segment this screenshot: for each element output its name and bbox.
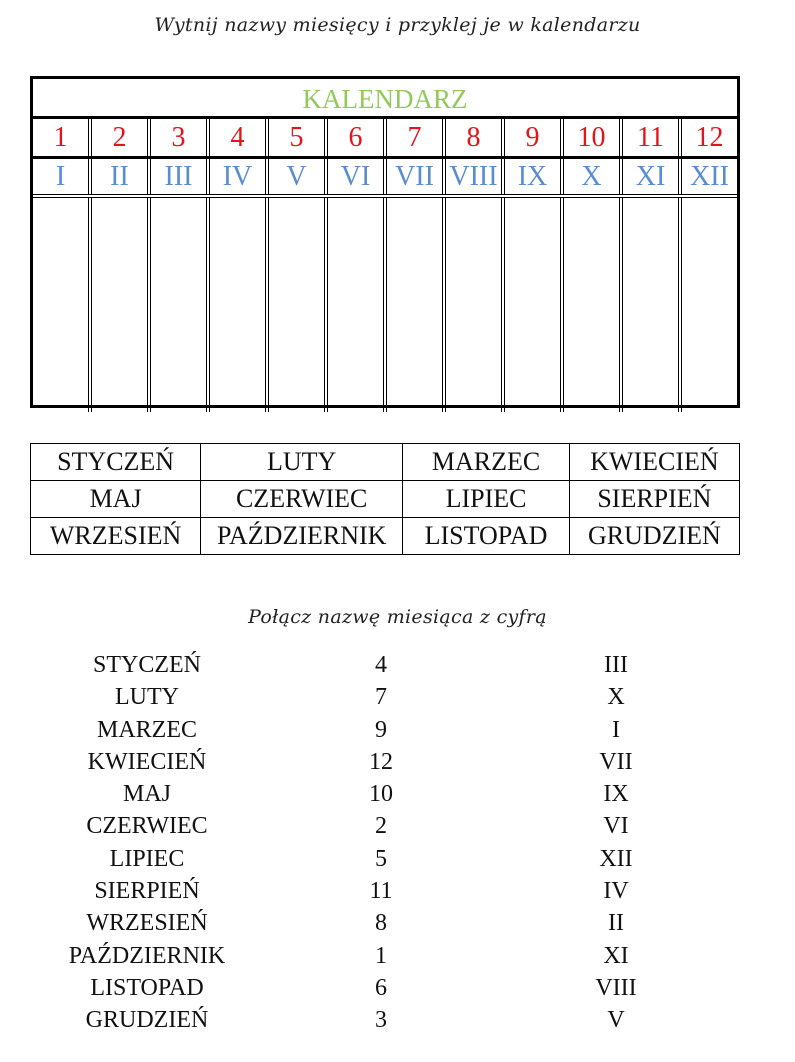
month-name-cell[interactable]: MAJ (31, 481, 201, 518)
month-roman: X (564, 159, 623, 194)
paste-area-row (33, 198, 737, 412)
matching-row (0, 649, 795, 681)
match-roman[interactable]: XII (599, 845, 633, 872)
match-roman[interactable]: IX (603, 781, 629, 808)
month-number: 12 (695, 122, 724, 153)
match-roman[interactable]: XI (603, 942, 629, 969)
month-paste-cell[interactable] (446, 198, 505, 412)
month-number-row (33, 119, 737, 159)
match-month-name[interactable]: LUTY (115, 684, 179, 711)
month-name-cell[interactable]: CZERWIEC (201, 481, 403, 518)
month-number: 11 (623, 119, 682, 156)
match-month-name[interactable]: LISTOPAD (90, 974, 204, 1001)
names-row (31, 481, 740, 518)
matching-row (0, 714, 795, 746)
month-roman: IX (505, 159, 564, 194)
match-month-name[interactable]: STYCZEŃ (93, 652, 201, 678)
month-paste-cell[interactable] (623, 198, 682, 412)
match-roman[interactable]: II (608, 910, 624, 937)
month-name-cell[interactable]: LIPIEC (403, 481, 570, 518)
month-paste-cell[interactable] (387, 198, 446, 412)
matching-row (0, 907, 795, 939)
calendar-title: KALENDARZ (33, 79, 737, 119)
month-number: 6 (328, 119, 387, 156)
match-month-name[interactable]: CZERWIEC (86, 813, 208, 840)
month-name-cell[interactable]: MARZEC (403, 444, 570, 481)
match-number[interactable]: 1 (375, 942, 387, 969)
month-roman: VIII (446, 159, 505, 194)
calendar-table (30, 76, 740, 408)
matching-row (0, 972, 795, 1004)
match-number[interactable]: 5 (375, 845, 387, 872)
month-number: 4 (210, 119, 269, 156)
match-month-name[interactable]: SIERPIEŃ (94, 878, 200, 905)
matching-row (0, 778, 795, 810)
month-paste-cell[interactable] (328, 198, 387, 412)
match-number[interactable]: 3 (375, 1007, 387, 1034)
month-number: 10 (564, 119, 623, 156)
match-roman[interactable]: IV (603, 878, 629, 905)
month-name-cell[interactable]: SIERPIEŃ (569, 481, 739, 518)
month-name-cell[interactable]: LUTY (201, 444, 403, 481)
month-number: 7 (387, 119, 446, 156)
month-roman: XI (623, 159, 682, 194)
month-paste-cell[interactable] (92, 198, 151, 412)
month-paste-cell[interactable] (210, 198, 269, 412)
month-name-cell[interactable]: LISTOPAD (403, 518, 570, 555)
month-name-cell[interactable]: WRZESIEŃ (31, 518, 201, 555)
month-paste-cell[interactable] (505, 198, 564, 412)
matching-row (0, 1004, 795, 1036)
month-paste-cell[interactable] (682, 198, 737, 412)
month-name-cell[interactable]: STYCZEŃ (31, 444, 201, 481)
match-number[interactable]: 2 (375, 813, 387, 840)
match-number[interactable]: 8 (375, 910, 387, 937)
match-number[interactable]: 7 (375, 684, 387, 711)
month-name-cell[interactable]: PAŹDZIERNIK (201, 518, 403, 555)
month-number: 9 (505, 119, 564, 156)
match-number[interactable]: 11 (369, 878, 393, 905)
month-roman: VI (328, 159, 387, 194)
month-roman: XII (690, 161, 729, 192)
match-month-name[interactable]: MARZEC (96, 716, 198, 743)
match-roman[interactable]: VI (603, 813, 629, 840)
matching-row (0, 681, 795, 713)
month-number: 3 (151, 119, 210, 156)
month-paste-cell[interactable] (151, 198, 210, 412)
match-roman[interactable]: III (604, 652, 628, 678)
matching-row (0, 940, 795, 972)
match-roman[interactable]: VIII (595, 974, 637, 1001)
match-month-name[interactable]: KWIECIEŃ (87, 748, 207, 775)
month-number: 8 (446, 119, 505, 156)
match-month-name[interactable]: GRUDZIEŃ (85, 1007, 209, 1034)
instruction-match: Połącz nazwę miesiąca z cyfrą (248, 606, 547, 628)
match-number[interactable]: 12 (369, 748, 393, 775)
match-number[interactable]: 9 (375, 716, 387, 743)
match-roman[interactable]: I (612, 716, 620, 743)
month-roman: III (151, 159, 210, 194)
month-roman: II (92, 159, 151, 194)
month-roman: I (33, 159, 92, 194)
month-paste-cell[interactable] (33, 198, 92, 412)
month-name-cell[interactable]: KWIECIEŃ (569, 444, 739, 481)
match-number[interactable]: 6 (375, 974, 387, 1001)
match-month-name[interactable]: PAŹDZIERNIK (68, 942, 226, 969)
month-names-table (30, 443, 740, 555)
month-roman: VII (387, 159, 446, 194)
match-month-name[interactable]: LIPIEC (109, 845, 185, 872)
match-roman[interactable]: X (607, 684, 625, 711)
match-number[interactable]: 4 (375, 652, 387, 678)
month-number: 2 (92, 119, 151, 156)
matching-row (0, 810, 795, 842)
matching-row (0, 843, 795, 875)
names-row (31, 518, 740, 555)
month-name-cell[interactable]: GRUDZIEŃ (569, 518, 739, 555)
match-roman[interactable]: V (607, 1007, 625, 1034)
month-number: 1 (33, 119, 92, 156)
match-month-name[interactable]: WRZESIEŃ (86, 910, 208, 937)
match-number[interactable]: 10 (369, 781, 393, 808)
match-month-name[interactable]: MAJ (122, 781, 172, 808)
matching-row (0, 875, 795, 907)
matching-exercise (0, 649, 795, 1037)
month-roman: IV (210, 159, 269, 194)
month-number: 5 (269, 119, 328, 156)
names-row (31, 444, 740, 481)
month-roman-row (33, 159, 737, 198)
matching-row (0, 746, 795, 778)
instruction-cut-paste: Wytnij nazwy miesięcy i przyklej je w kalendarzu (154, 14, 641, 36)
month-roman: V (269, 159, 328, 194)
month-paste-cell[interactable] (564, 198, 623, 412)
month-paste-cell[interactable] (269, 198, 328, 412)
match-roman[interactable]: VII (599, 748, 633, 775)
